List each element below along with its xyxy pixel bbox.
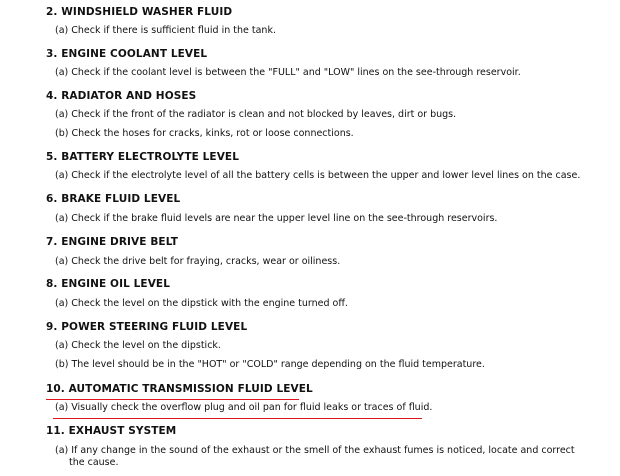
section-heading-windshield-washer-fluid: 2. WINDSHIELD WASHER FLUID bbox=[46, 6, 233, 18]
section-item: (b) Check the hoses for cracks, kinks, rot or loose connections. bbox=[55, 128, 354, 139]
section-heading-engine-drive-belt: 7. ENGINE DRIVE BELT bbox=[46, 236, 179, 248]
section-item: (a) Check if the coolant level is between the "FULL" and "LOW" lines on the see-through reservoir. bbox=[55, 67, 521, 78]
section-heading-exhaust-system: 11. EXHAUST SYSTEM bbox=[46, 425, 177, 437]
section-item: (a) Check if the electrolyte level of all the battery cells is between the upper and lower level lines on the case. bbox=[55, 170, 581, 181]
section-heading-engine-oil-level: 8. ENGINE OIL LEVEL bbox=[46, 278, 170, 290]
section-item: (a) Check if the front of the radiator is clean and not blocked by leaves, dirt or bugs. bbox=[55, 109, 457, 120]
section-item: (a) Check the level on the dipstick with the engine turned off. bbox=[55, 298, 348, 309]
red-underline-item bbox=[53, 418, 422, 419]
section-heading-engine-coolant-level: 3. ENGINE COOLANT LEVEL bbox=[46, 48, 208, 60]
section-item: (a) If any change in the sound of the exhaust or the smell of the exhaust fumes is noticed, locate and correct bbox=[55, 445, 575, 456]
section-item: (a) Check if the brake fluid levels are near the upper level line on the see-through reservoirs. bbox=[55, 213, 498, 224]
section-item: (a) Check the drive belt for fraying, cracks, wear or oiliness. bbox=[55, 256, 341, 267]
section-heading-battery-electrolyte-level: 5. BATTERY ELECTROLYTE LEVEL bbox=[46, 151, 239, 163]
section-item: (b) The level should be in the "HOT" or "COLD" range depending on the fluid temperature. bbox=[55, 359, 485, 370]
section-item: (a) Check the level on the dipstick. bbox=[55, 340, 221, 351]
section-item: (a) Visually check the overflow plug and oil pan for fluid leaks or traces of fluid. bbox=[55, 402, 433, 413]
red-underline-heading bbox=[46, 399, 299, 400]
section-heading-power-steering-fluid-level: 9. POWER STEERING FLUID LEVEL bbox=[46, 321, 248, 333]
section-item: (a) Check if there is sufficient fluid in the tank. bbox=[55, 25, 276, 36]
section-heading-radiator-and-hoses: 4. RADIATOR AND HOSES bbox=[46, 90, 197, 102]
section-heading-automatic-transmission-fluid-level: 10. AUTOMATIC TRANSMISSION FLUID LEVEL bbox=[46, 383, 313, 395]
section-item-continuation: the cause. bbox=[69, 457, 119, 468]
section-heading-brake-fluid-level: 6. BRAKE FLUID LEVEL bbox=[46, 193, 181, 205]
